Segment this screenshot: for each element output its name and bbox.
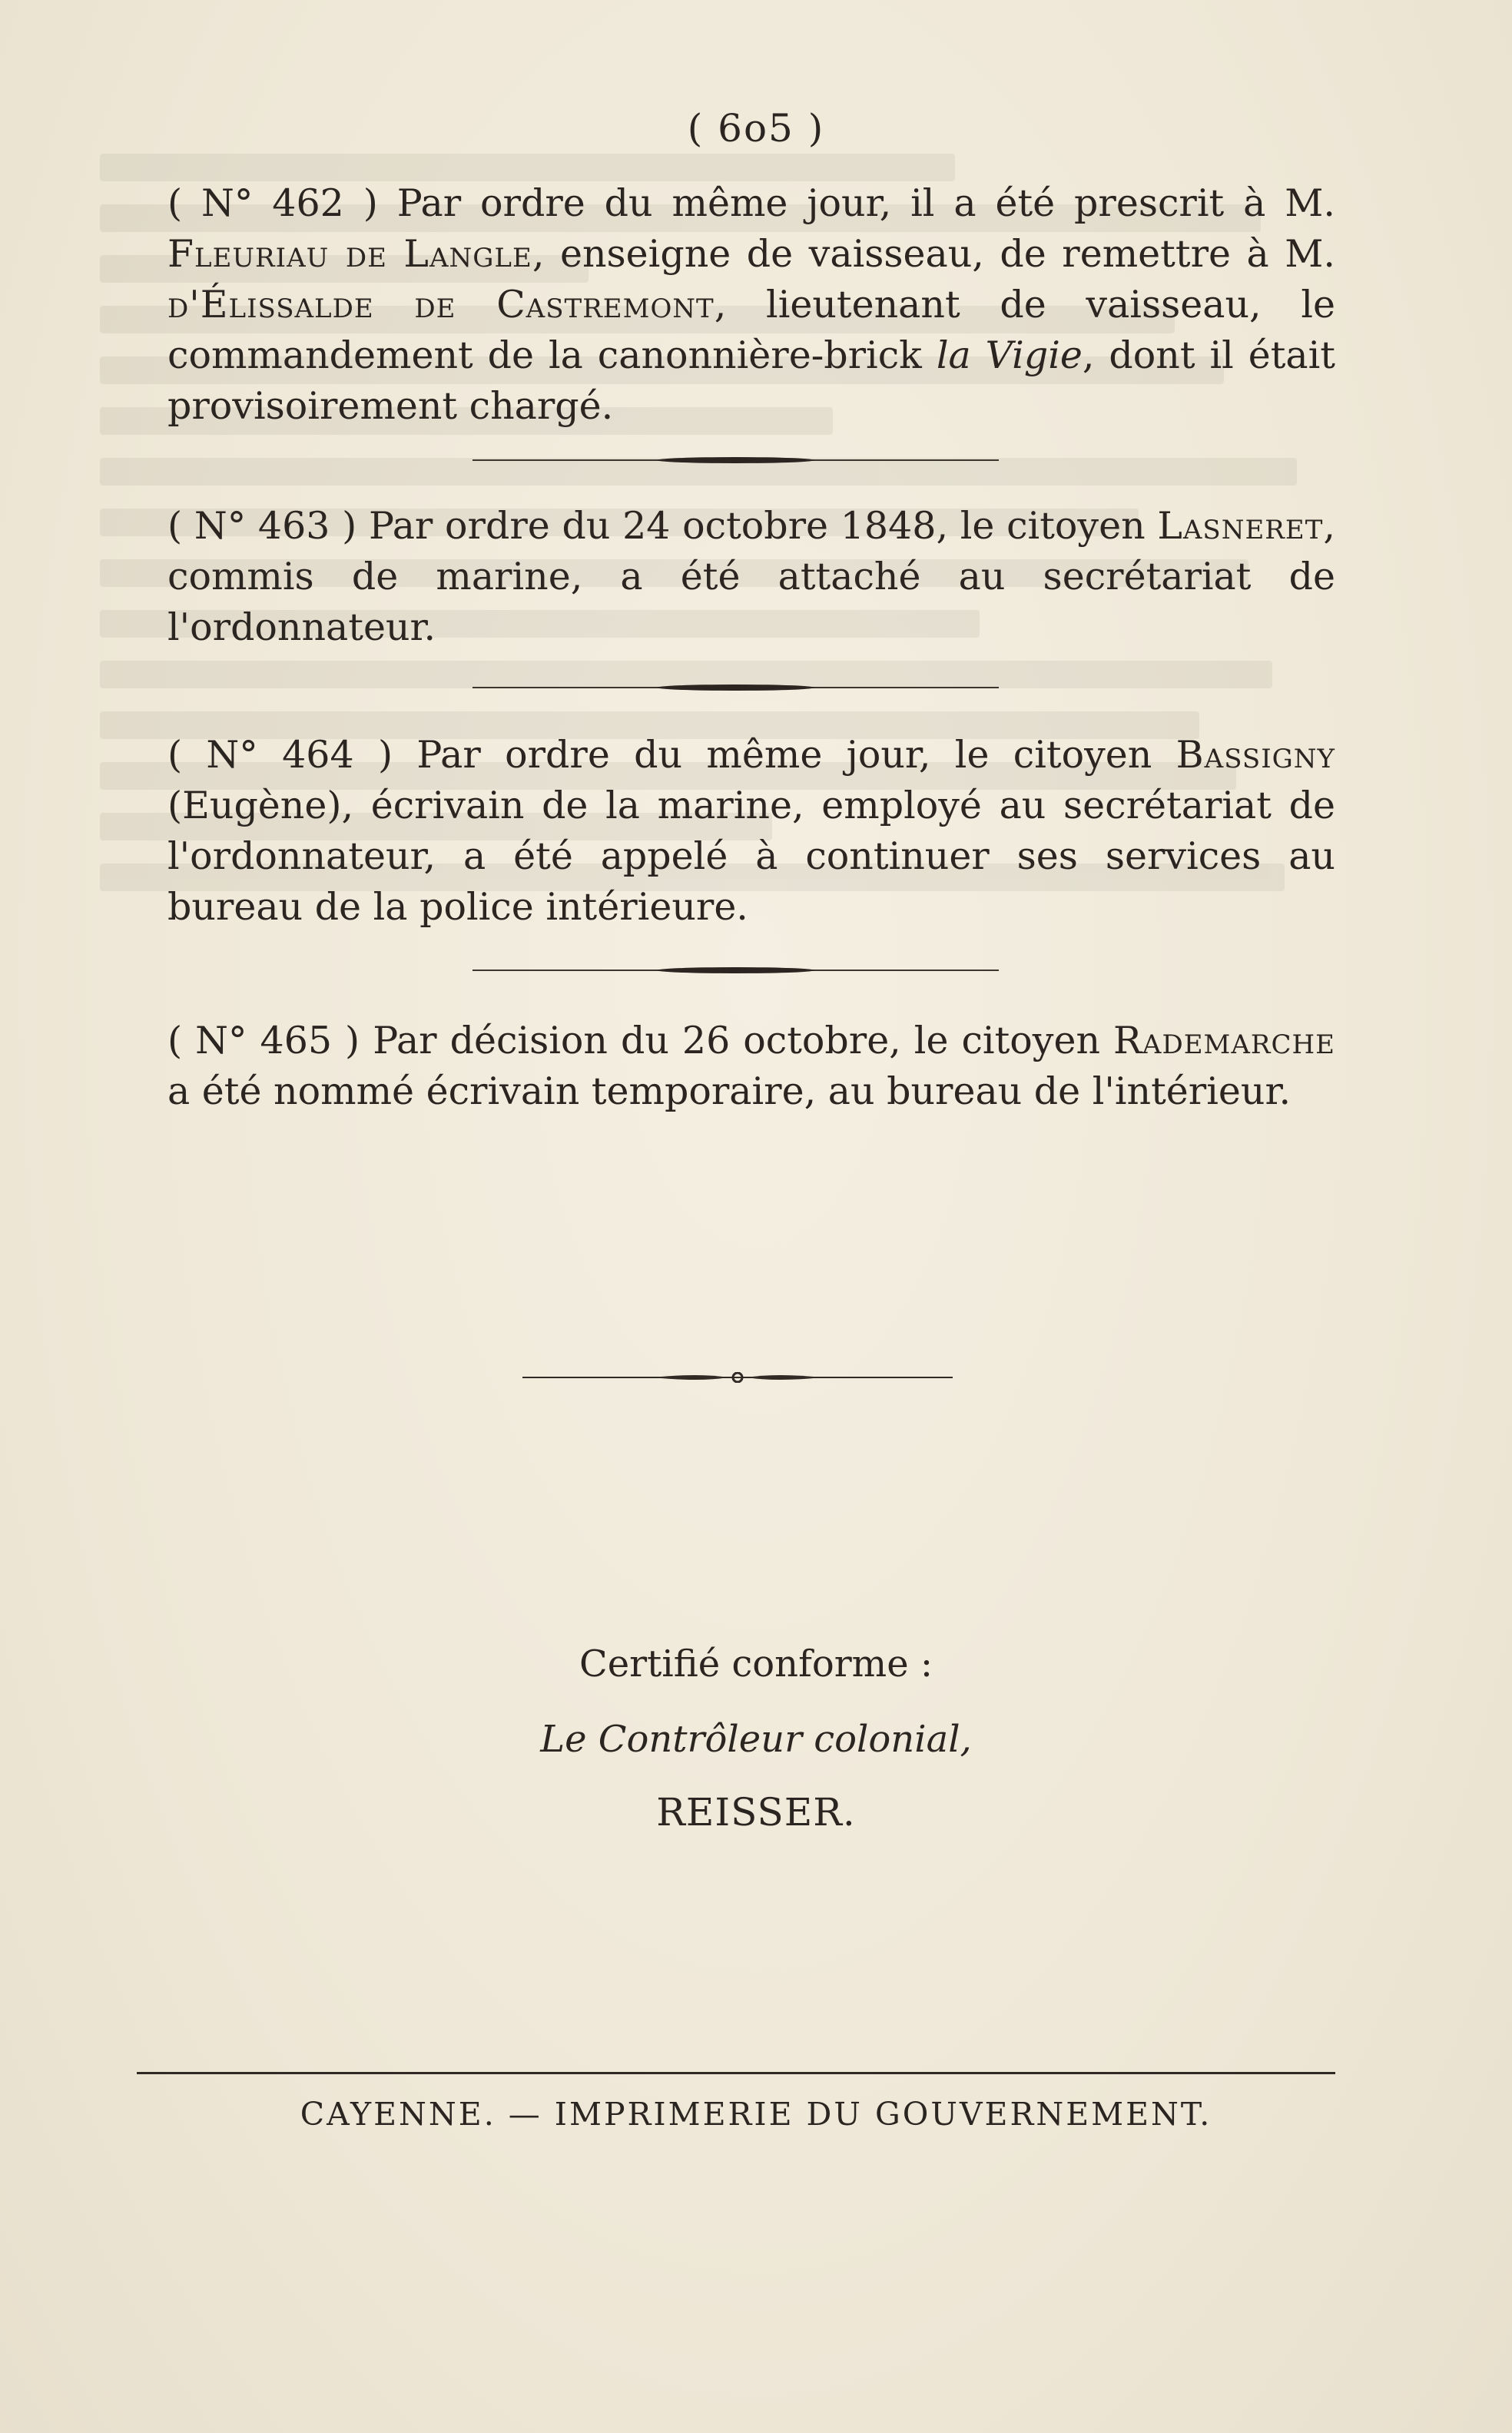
certification-label: Certifié conforme : [579,1642,933,1686]
separator-rule-1 [472,459,999,461]
signatory-title: Le Contrôleur colonial, [540,1718,972,1761]
entry-465: ( N° 465 ) Par décision du 26 octobre, le citoyen Rademarche a été nommé écrivain temporaire, au bureau de l'intérieur. [167,1019,1335,1113]
page-number: ( 6o5 ) [687,106,825,151]
signatory-name: REISSER. [656,1790,856,1835]
entry-462: ( N° 462 ) Par ordre du même jour, il a été prescrit à M. Fleuriau de Langle, enseigne de vaisseau, de remettre à M. d'Élissalde de Castremont, lieutenant de vaisseau, le commandement de la canonnière-brick la Vigie, dont il était provisoirement chargé. [167,181,1336,428]
entry-462-number: ( N° 462 ) [167,181,378,225]
separator-rule-3 [472,970,999,971]
printer-imprint: CAYENNE. — IMPRIMERIE DU GOUVERNEMENT. [300,2096,1212,2133]
footer-rule [137,2072,1335,2074]
entry-465-number: ( N° 465 ) [167,1019,360,1062]
closing-ornament [522,1372,953,1383]
bleed-through-text [100,131,1321,2205]
separator-rule-2 [472,687,999,688]
entry-464-number: ( N° 464 ) [167,733,393,777]
entry-463-number: ( N° 463 ) [167,504,357,548]
entry-463: ( N° 463 ) Par ordre du 24 octobre 1848, le citoyen Lasneret, commis de marine, a été attaché au secrétariat de l'ordonnateur. [167,504,1335,649]
entry-464: ( N° 464 ) Par ordre du même jour, le citoyen Bassigny (Eugène), écrivain de la marine, employé au secrétariat de l'ordonnateur, a été appelé à continuer ses services au bureau de la police intérieure. [167,733,1335,929]
